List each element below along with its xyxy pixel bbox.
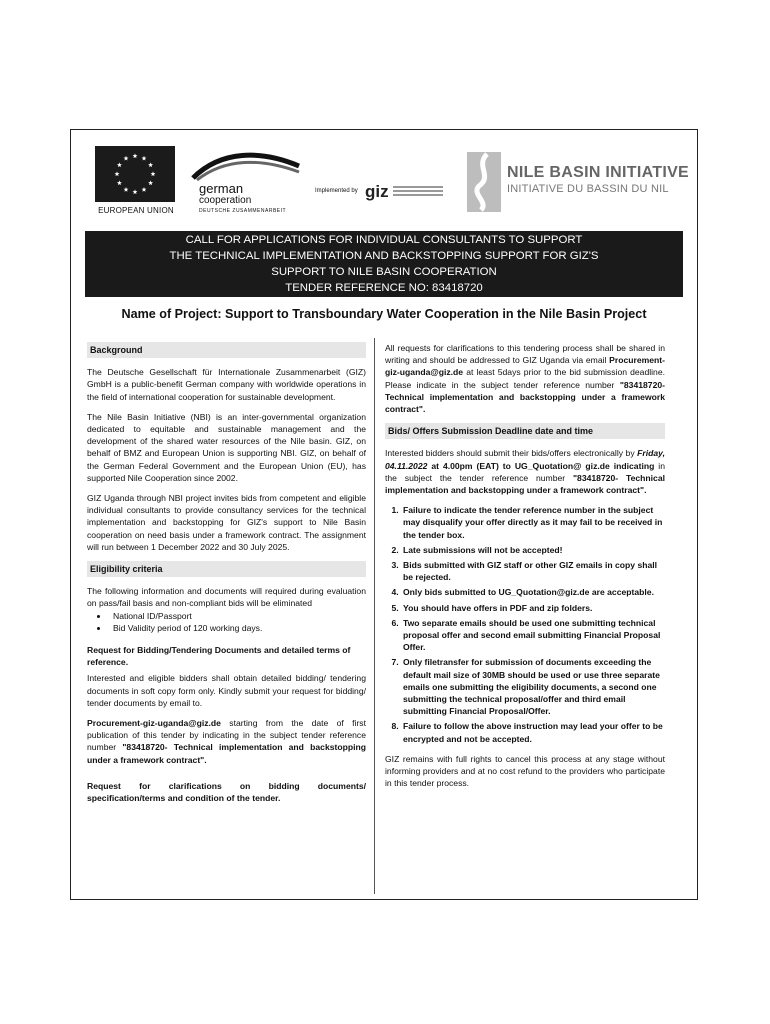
list-item: 7. Only filetransfer for submission of documents exceeding the default mail size of 30MB should be used or use three separate emails one submitting the eligibility documents, a second one submitting the technical proposal/offer and third email submitting Financial Proposal/Offer. <box>401 656 665 717</box>
giz-fineprint-icon <box>393 186 443 200</box>
giz-logo: giz <box>365 182 389 201</box>
list-item: 1. Failure to indicate the tender reference number in the subject may disqualify your offer directly as it may fail to be received in the tender box. <box>401 504 665 541</box>
tender-reference: TENDER REFERENCE NO: 83418720 <box>285 282 483 294</box>
right-column <box>385 342 665 798</box>
background-heading: Background <box>87 342 366 358</box>
clarifications-email-link[interactable]: Procurement-giz-uganda@giz.de <box>385 355 665 378</box>
title-line-3: SUPPORT TO NILE BASIN COOPERATION <box>271 266 497 278</box>
eu-stars-icon <box>95 146 175 202</box>
title-line-2: THE TECHNICAL IMPLEMENTATION AND BACKSTOPPING SUPPORT FOR GIZ'S <box>169 250 599 262</box>
implemented-by-label: Implemented by <box>315 188 358 194</box>
left-column <box>87 342 366 808</box>
list-item: 3. Bids submitted with GIZ staff or other GIZ emails in copy shall be rejected. <box>401 559 665 583</box>
eu-flag-logo <box>95 146 175 202</box>
german-cooperation-swoosh-icon <box>191 148 301 182</box>
deadline-time-email: at 4.00pm (EAT) to UG_Quotation@ giz.de indicating <box>427 460 655 471</box>
list-item: 8. Failure to follow the above instruction may lead your offer to be encrypted and not be accepted. <box>401 720 665 744</box>
eligibility-paragraph: The following information and documents will required during evaluation on pass/fail basis and non-compliant bids will be eliminated <box>87 586 366 609</box>
clarifications-reference: "83418720- Technical implementation and backstopping under a framework contract". <box>385 379 665 415</box>
eligibility-list <box>87 610 366 634</box>
deadline-text-a: Interested bidders should submit their bids/offers electronically by <box>385 448 638 459</box>
nbi-title: NILE BASIN INITIATIVE <box>507 164 690 181</box>
column-divider <box>374 338 375 894</box>
clarifications-paragraph <box>385 342 665 415</box>
list-item: 5. You should have offers in PDF and zip folders. <box>401 602 665 614</box>
submission-rules-list <box>385 504 665 745</box>
request-paragraph-2-text: starting from the date of first publication of this tender by indicating in the subject tender reference number <box>87 718 366 753</box>
request-paragraph-1: Interested and eligible bidders shall obtain detailed bidding/ tendering documents in soft copy form only. Kindly submit your request for bidding/ tender documents by email to. <box>87 673 366 708</box>
call-title-band <box>85 231 683 297</box>
clarifications-text-b: at least 5days prior to the bid submission deadline. Please indicate in the subject tender reference number <box>385 367 665 390</box>
advert-frame <box>70 129 698 900</box>
clarifications-heading: Request for clarifications on bidding documents/ specification/terms and condition of the tender. <box>87 780 366 804</box>
background-paragraph-3: GIZ Uganda through NBI project invites bids from competent and eligible individual consultants to provide consultancy services for the technical implementation and backstopping for GIZ's support to Nile Basin cooperation on need basis under a framework contract. The assignment will run between 1 December 2022 and 30 July 2025. <box>87 493 366 552</box>
list-item: 2. Late submissions will not be accepted! <box>401 544 665 556</box>
request-heading: Request for Bidding/Tendering Documents and detailed terms of reference. <box>87 645 351 668</box>
deadline-reference: "83418720- Technical implementation and backstopping under a framework contract". <box>385 472 665 496</box>
title-line-1: CALL FOR APPLICATIONS FOR INDIVIDUAL CONSULTANTS TO SUPPORT <box>185 234 583 246</box>
deadline-text-b: in the subject the tender reference number <box>385 460 665 483</box>
closing-paragraph: GIZ remains with full rights to cancel this process at any stage without informing providers and at no cost refund to the providers who participate in this tender process. <box>385 753 665 789</box>
list-item: 4. Only bids submitted to UG_Quotation@giz.de are acceptable. <box>401 586 665 598</box>
german-cooperation-line2: cooperation <box>199 195 252 206</box>
background-paragraph-1: The Deutsche Gesellschaft für Internationale Zusammenarbeit (GIZ) GmbH is a public-benefit German company with worldwide operations in the field of international cooperation for sustainable development. <box>87 367 366 402</box>
eu-label: EUROPEAN UNION <box>98 206 174 215</box>
tender-reference-text: "83418720- Technical implementation and backstopping under a framework contract". <box>87 742 367 765</box>
nbi-subtitle: INITIATIVE DU BASSIN DU NIL <box>507 183 669 195</box>
procurement-email-link[interactable]: Procurement-giz-uganda@giz.de <box>87 718 221 729</box>
project-name: Name of Project: Support to Transboundary Water Cooperation in the Nile Basin Project <box>121 307 647 321</box>
nbi-river-icon <box>467 152 501 212</box>
list-item: • Bid Validity period of 120 working days. <box>109 622 366 634</box>
list-item: 6. Two separate emails should be used one submitting technical proposal offer and second email submitting Financial Proposal Offer. <box>401 617 665 654</box>
deadline-date: Friday, 04.11.2022 <box>385 448 665 471</box>
german-cooperation-line3: DEUTSCHE ZUSAMMENARBEIT <box>199 208 287 214</box>
request-paragraph-2 <box>87 717 366 766</box>
clarifications-text-a: All requests for clarifications to this tendering process shall be shared in writing and should be addressed to GIZ Uganda via email <box>385 343 665 366</box>
logo-strip <box>71 130 697 230</box>
eligibility-heading: Eligibility criteria <box>87 561 366 577</box>
deadline-paragraph <box>385 447 665 496</box>
background-paragraph-2: The Nile Basin Initiative (NBI) is an inter-governmental organization dedicated to equitable and sustainable management and the development of the shared water resources of the Nile basin. GIZ, on behalf of BMZ and European Union is supporting NBI. GIZ, on behalf of the German Federal Government and the European Union (EU), has supported Nile Cooperation since 2002. <box>87 411 366 483</box>
german-cooperation-line1: german <box>199 181 244 196</box>
deadline-heading: Bids/ Offers Submission Deadline date and time <box>385 423 665 439</box>
list-item: • National ID/Passport <box>109 610 366 622</box>
